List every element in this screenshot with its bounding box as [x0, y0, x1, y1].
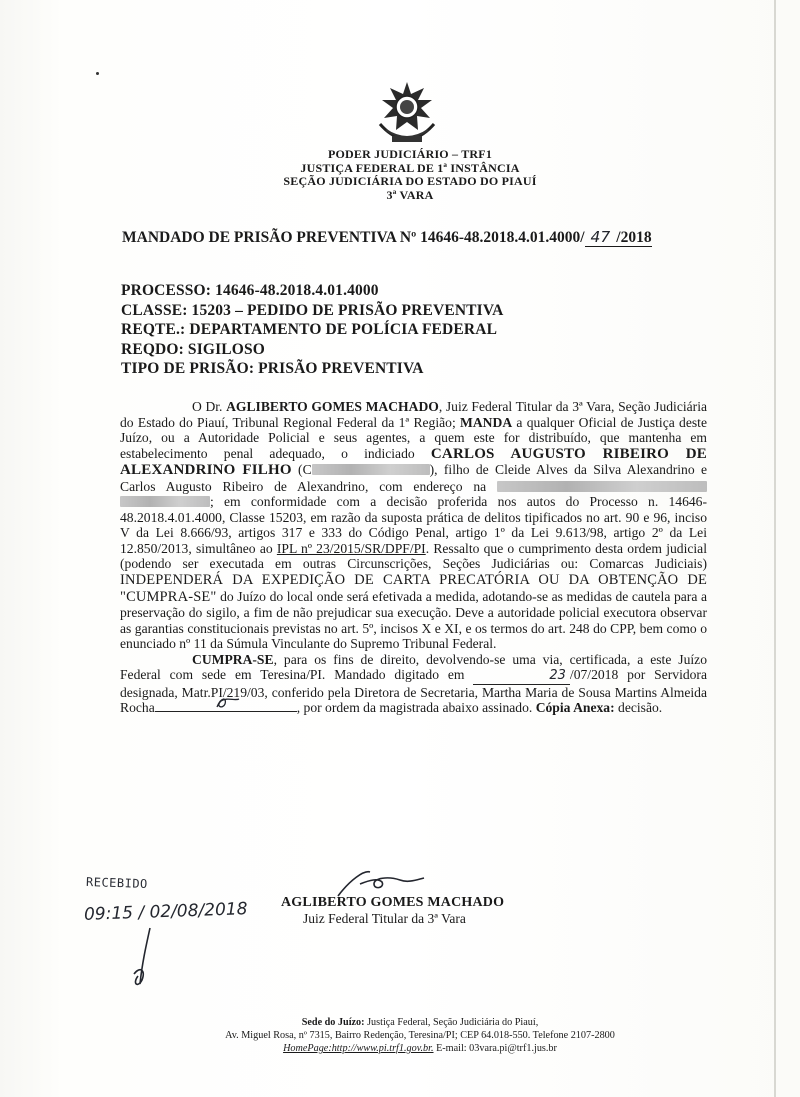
handwritten-day: 23 — [473, 668, 570, 685]
handwritten-received-datetime: 09:15 / 02/08/2018 — [83, 899, 248, 925]
process-arrest-type: TIPO DE PRISÃO: PRISÃO PREVENTIVA — [121, 360, 424, 377]
precatoria-clause: INDEPENDERÁ DA EXPEDIÇÃO DE CARTA PRECATÓRIA OU DA OBTENÇÃO DE "CUMPRA-SE" — [120, 572, 707, 605]
ipl-reference: IPL nº 23/2015/SR/DPF/PI — [276, 540, 426, 556]
footer-seat-label: Sede do Juízo: — [301, 1017, 365, 1028]
process-number: PROCESSO: 14646-48.2018.4.01.4000 — [121, 282, 379, 299]
text-run: ; em conformidade com a decisão proferida nos autos do Processo n. 14646-48.2018.4.01.4000, Classe 15203, em razão da suposta prática de delitos tipificados no art. 90 e 96, inciso V da Lei 8.666/93, artigos 317 e 333 do Código Penal, artigo 1º da Lei 9.613/98, artigo 2º da Lei 12.850/2013, simultâneo ao — [120, 494, 707, 556]
header-line: JUSTIÇA FEDERAL DE 1ª INSTÂNCIA — [300, 160, 520, 175]
header-line: PODER JUDICIÁRIO – TRF1 — [327, 147, 493, 161]
copy-label: Cópia Anexa: — [535, 700, 615, 716]
redacted-address — [497, 481, 707, 492]
text-run: , por ordem da magistrada abaixo assinado. — [296, 700, 536, 716]
footer-homepage: HomePage:http://www.pi.trf1.gov.br. — [283, 1043, 434, 1054]
cumpra-keyword: CUMPRA-SE — [192, 651, 274, 667]
title-prefix: MANDADO DE PRISÃO PREVENTIVA Nº 14646-48.2018.4.01.4000/ — [122, 229, 585, 246]
initials-line — [155, 701, 297, 712]
header-line: SEÇÃO JUDICIÁRIA DO ESTADO DO PIAUÍ — [283, 174, 537, 188]
initials-scribble-icon — [155, 695, 297, 711]
title-year: /2018 — [616, 229, 652, 246]
text-run: ), filho de Cleide Alves da Silva Alexandrino e Carlos Augusto Ribeiro de Alexandrino, com endereço na — [120, 462, 707, 494]
handwritten-received-label: RECEBIDO — [85, 874, 149, 892]
manda-keyword: MANDA — [460, 414, 513, 430]
handwritten-warrant-number: 47 — [585, 228, 617, 247]
receipt-signature-icon — [124, 926, 164, 996]
footer-seat-value: Justiça Federal, Seção Judiciária do Piauí, — [364, 1017, 539, 1028]
footer-email: E-mail: 03vara.pi@trf1.jus.br — [433, 1043, 557, 1054]
process-info — [121, 281, 621, 379]
signer-role: Juiz Federal Titular da 3ª Vara — [303, 911, 466, 926]
footer-contact — [160, 1042, 680, 1055]
defendant-name: CARLOS AUGUSTO RIBEIRO DE ALEXANDRINO FILHO — [120, 445, 708, 479]
redacted-address-2 — [120, 496, 210, 507]
process-requester: REQTE.: DEPARTAMENTO DE POLÍCIA FEDERAL — [121, 321, 498, 338]
header-line: 3ª VARA — [386, 187, 434, 202]
text-run: . Ressalto que o cumprimento desta ordem judicial (podendo ser executada em outras Circunscrições, Seções Judiciárias ou: Comarcas Judiciais) — [120, 540, 707, 572]
text-run: /07/2018 por Servidora designada, Matr.PI/219/03, conferido pela Diretora de Secretaria, Martha Maria de Sousa Martins Almeida Rocha — [120, 667, 707, 716]
footer-seat — [160, 1016, 680, 1029]
body-paragraph — [120, 399, 707, 652]
redacted-cpf — [312, 464, 430, 475]
brazil-coat-of-arms-icon — [372, 80, 442, 146]
court-header — [0, 148, 800, 202]
warrant-title — [122, 228, 722, 247]
text-run: a qualquer Oficial de Justiça deste Juízo, ou a Autoridade Policial e seus agentes, a quem este for distribuído, que mantenha em estabelecimento penal adequado, o indiciado — [120, 414, 707, 461]
judge-name: AGLIBERTO GOMES MACHADO — [226, 399, 439, 414]
process-requested: REQDO: SIGILOSO — [121, 340, 265, 358]
warrant-body — [120, 399, 707, 716]
signature-block — [281, 895, 611, 927]
text-run: (C — [291, 462, 312, 478]
body-paragraph — [120, 652, 707, 716]
scan-speck — [96, 72, 99, 75]
text-run: O Dr. — [192, 399, 227, 414]
text-run: do Juízo do local onde será efetivada a medida, adotando-se as medidas de cautela para a preservação do sigilo, a fim de não prejudicar sua execução. Deve a autoridade policial executora observar as garantias constitucionais previstas no art. 5º, incisos X e XI, e os termos do art. 248 do CPP, bem como o enunciado nº 11 da Súmula Vinculante do Supremo Tribunal Federal. — [120, 588, 707, 652]
process-class: CLASSE: 15203 – PEDIDO DE PRISÃO PREVENTIVA — [121, 301, 504, 319]
text-run: , Juiz Federal Titular da 3ª Vara, Seção Judiciária do Estado do Piauí, Tribunal Regional Federal da 1ª Região; — [120, 399, 708, 430]
page-footer — [160, 1016, 680, 1055]
signer-name: AGLIBERTO GOMES MACHADO — [281, 895, 505, 910]
text-run: decisão. — [614, 700, 663, 716]
text-run: , para os fins de direito, devolvendo-se uma via, certificada, a este Juízo Federal com sede em Teresina/PI. Mandado digitado em — [120, 651, 707, 683]
footer-address: Av. Miguel Rosa, nº 7315, Bairro Redenção, Teresina/PI; CEP 64.018-550. Telefone 2107-2800 — [225, 1030, 615, 1041]
